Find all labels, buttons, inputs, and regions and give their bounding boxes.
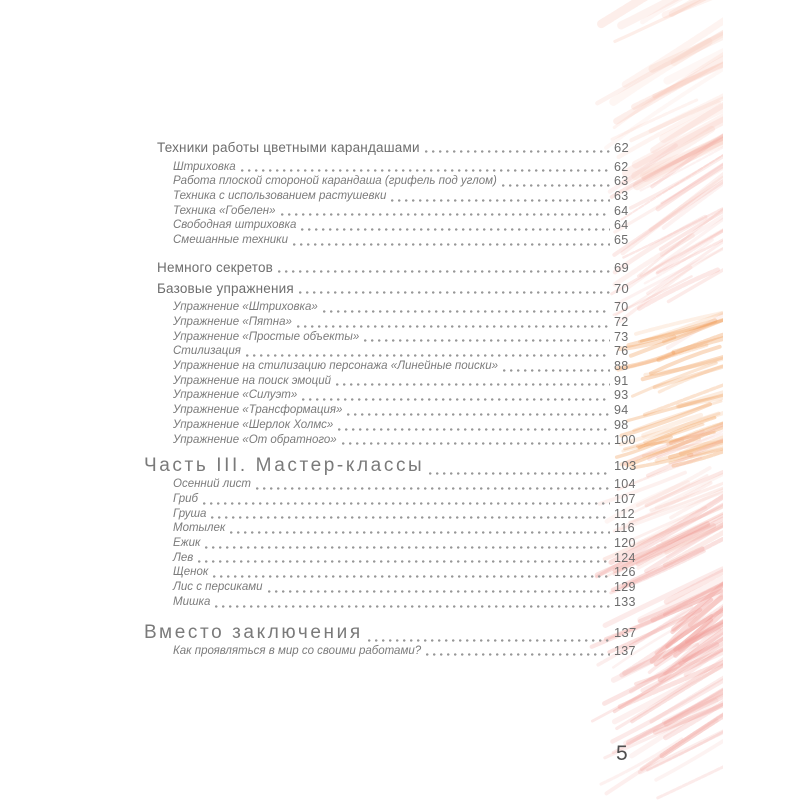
toc-entry bbox=[144, 160, 645, 175]
entry-label: Осенний лист bbox=[173, 478, 251, 491]
dot-leader bbox=[299, 291, 610, 294]
entry-label: Упражнение «Простые объекты» bbox=[173, 330, 360, 343]
entry-page-number: 133 bbox=[614, 594, 636, 609]
dot-leader bbox=[429, 472, 610, 475]
entry-page-number: 76 bbox=[614, 344, 629, 359]
toc-section bbox=[144, 455, 645, 609]
entry-label: Базовые упражнения bbox=[157, 280, 294, 296]
dot-leader bbox=[278, 270, 610, 273]
dot-leader bbox=[205, 546, 610, 549]
toc-entry bbox=[144, 492, 645, 507]
entry-page-number: 124 bbox=[614, 550, 636, 565]
entry-label: Лев bbox=[173, 551, 194, 564]
entry-label: Стилизация bbox=[173, 345, 241, 358]
toc-part-heading bbox=[144, 455, 645, 477]
toc-entry bbox=[144, 565, 645, 580]
dot-leader bbox=[391, 199, 610, 202]
toc-entry bbox=[144, 580, 645, 595]
entry-page-number: 100 bbox=[614, 432, 636, 447]
entry-label: Лис с персиками bbox=[173, 581, 263, 594]
dot-leader bbox=[503, 369, 610, 372]
dot-leader bbox=[426, 653, 610, 656]
entry-page-number: 126 bbox=[614, 565, 636, 580]
entry-page-number: 93 bbox=[614, 388, 629, 403]
entry-label: Щенок bbox=[173, 566, 209, 579]
toc-section bbox=[144, 140, 645, 248]
entry-page-number: 107 bbox=[614, 491, 636, 506]
entry-page-number: 91 bbox=[614, 373, 629, 388]
entry-label: Работа плоской стороной карандаша (грифель под углом) bbox=[173, 175, 497, 188]
entry-label: Упражнение «Шерлок Холмс» bbox=[173, 418, 334, 431]
entry-label: Смешанные техники bbox=[173, 234, 289, 247]
toc-section bbox=[144, 622, 645, 659]
dot-leader bbox=[241, 169, 610, 172]
entry-label: Гриб bbox=[173, 492, 199, 505]
entry-label: Ежик bbox=[173, 537, 201, 550]
dot-leader bbox=[230, 531, 610, 534]
dot-leader bbox=[336, 383, 610, 386]
entry-label: Упражнение «Пятна» bbox=[173, 315, 292, 328]
entry-label: Свободная штриховка bbox=[173, 219, 297, 232]
dot-leader bbox=[347, 413, 610, 416]
dot-leader bbox=[425, 150, 610, 153]
toc-entry bbox=[144, 315, 645, 330]
toc-entry bbox=[144, 374, 645, 389]
entry-page-number: 73 bbox=[614, 329, 629, 344]
dot-leader bbox=[364, 339, 610, 342]
entry-label: Упражнение «Силуэт» bbox=[173, 389, 298, 402]
toc-entry bbox=[144, 644, 645, 659]
toc-entry bbox=[144, 174, 645, 189]
toc-entry bbox=[144, 507, 645, 522]
toc-section-heading bbox=[144, 140, 645, 155]
entry-page-number: 64 bbox=[614, 203, 629, 218]
entry-label: Упражнение на поиск эмоций bbox=[173, 374, 332, 387]
toc-entry bbox=[144, 344, 645, 359]
entry-label: Штриховка bbox=[173, 160, 236, 173]
toc-section-heading bbox=[144, 260, 645, 275]
dot-leader bbox=[342, 442, 610, 445]
toc-entry bbox=[144, 204, 645, 219]
entry-page-number: 70 bbox=[614, 300, 629, 315]
entry-label: Упражнение «Трансформация» bbox=[173, 404, 343, 417]
entry-label: Немного секретов bbox=[157, 259, 274, 275]
toc-section bbox=[144, 260, 645, 275]
dot-leader bbox=[268, 590, 610, 593]
page-number: 5 bbox=[616, 742, 629, 765]
toc-entry bbox=[144, 477, 645, 492]
dot-leader bbox=[281, 213, 610, 216]
dot-leader bbox=[256, 487, 610, 490]
dot-leader bbox=[211, 516, 610, 519]
toc-entry bbox=[144, 536, 645, 551]
entry-page-number: 65 bbox=[614, 233, 629, 248]
entry-page-number: 88 bbox=[614, 359, 629, 374]
dot-leader bbox=[213, 575, 610, 578]
dot-leader bbox=[246, 354, 610, 357]
dot-leader bbox=[502, 184, 610, 187]
entry-page-number: 116 bbox=[614, 521, 635, 536]
toc-entry bbox=[144, 521, 645, 536]
dot-leader bbox=[323, 310, 610, 313]
entry-page-number: 70 bbox=[614, 280, 630, 296]
entry-label: Упражнение на стилизацию персонажа «Линейные поиски» bbox=[173, 360, 499, 373]
toc-entry bbox=[144, 330, 645, 345]
dot-leader bbox=[338, 428, 610, 431]
entry-label: Упражнение «Штриховка» bbox=[173, 301, 318, 314]
toc-part-heading bbox=[144, 622, 645, 644]
entry-page-number: 120 bbox=[614, 536, 636, 551]
toc-entry bbox=[144, 359, 645, 374]
entry-page-number: 129 bbox=[614, 580, 636, 595]
dot-leader bbox=[215, 605, 610, 608]
entry-page-number: 62 bbox=[614, 159, 629, 174]
toc-entry bbox=[144, 551, 645, 566]
entry-page-number: 104 bbox=[614, 477, 636, 492]
entry-page-number: 62 bbox=[614, 140, 630, 155]
toc-entry bbox=[144, 403, 645, 418]
toc-entry bbox=[144, 388, 645, 403]
dot-leader bbox=[368, 639, 610, 642]
toc-entry bbox=[144, 595, 645, 610]
toc-entry bbox=[144, 189, 645, 204]
entry-label: Вместо заключения bbox=[144, 621, 363, 643]
toc-section-heading bbox=[144, 281, 645, 296]
toc-entry bbox=[144, 300, 645, 315]
dot-leader bbox=[198, 560, 610, 563]
toc-entry bbox=[144, 218, 645, 233]
entry-label: Как проявляться в мир со своими работами? bbox=[173, 644, 422, 657]
entry-page-number: 69 bbox=[614, 259, 630, 275]
toc-section bbox=[144, 281, 645, 448]
entry-page-number: 72 bbox=[614, 314, 629, 329]
entry-page-number: 98 bbox=[614, 417, 629, 432]
entry-page-number: 112 bbox=[614, 506, 635, 521]
entry-label: Техника «Гобелен» bbox=[173, 204, 276, 217]
dot-leader bbox=[302, 398, 610, 401]
dot-leader bbox=[203, 502, 610, 505]
entry-label: Часть III. Мастер-классы bbox=[144, 455, 425, 477]
entry-label: Упражнение «От обратного» bbox=[173, 433, 337, 446]
entry-label: Мишка bbox=[173, 595, 211, 608]
dot-leader bbox=[301, 228, 610, 231]
toc-entry bbox=[144, 433, 645, 448]
entry-page-number: 63 bbox=[614, 188, 629, 203]
entry-label: Техника с использованием растушевки bbox=[173, 189, 387, 202]
entry-page-number: 63 bbox=[614, 174, 629, 189]
table-of-contents bbox=[144, 140, 645, 658]
entry-page-number: 137 bbox=[614, 624, 637, 640]
toc-entry bbox=[144, 418, 645, 433]
toc-entry bbox=[144, 233, 645, 248]
entry-label: Груша bbox=[173, 507, 207, 520]
entry-page-number: 137 bbox=[614, 643, 636, 658]
entry-label: Мотылек bbox=[173, 522, 226, 535]
dot-leader bbox=[293, 243, 610, 246]
entry-page-number: 94 bbox=[614, 403, 629, 418]
entry-page-number: 64 bbox=[614, 218, 629, 233]
entry-page-number: 103 bbox=[614, 458, 637, 474]
entry-label: Техники работы цветными карандашами bbox=[157, 140, 420, 155]
dot-leader bbox=[297, 325, 610, 328]
